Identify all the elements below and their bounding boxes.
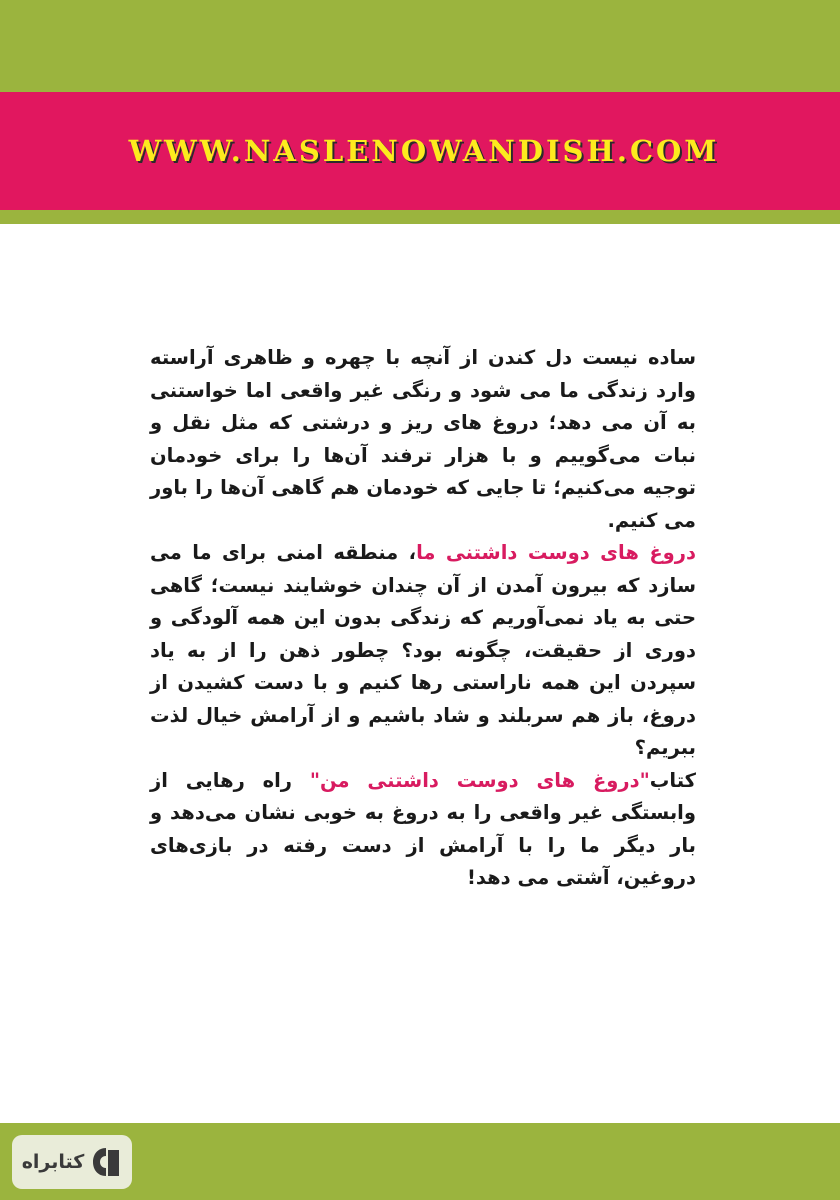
header-banner — [0, 92, 840, 210]
book-title: "دروغ های دوست داشتنی من" — [309, 768, 650, 792]
book-prefix: کتاب — [649, 768, 696, 792]
paragraph-text: راه رهایی از وابستگی غیر واقعی را به دروغ به خوبی نشان می‌دهد و بار دیگر ما را با آرامش از دست رفته در بازی‌های دروغین، آشتی می دهد! — [150, 768, 696, 889]
site-url[interactable]: WWW.NASLENOWANDISH.COM — [128, 134, 720, 168]
paragraph-comfort-zone — [150, 537, 696, 765]
paragraph-text: ، منطقه امنی برای ما می سازد که بیرون آمدن از آن چندان خوشایند نیست؛ گاهی حتی به یاد نمی‌آوریم که زندگی بدون این همه آلودگی و دوری از حقیقت، چگونه بود؟ چطور ذهن را از به یاد سپردن این همه ناراستی رها کنیم و با دست کشیدن از دروغ، باز هم سربلند و شاد باشیم و از آرامش خیال لذت ببریم؟ — [150, 541, 696, 759]
ketabrah-logo[interactable] — [12, 1135, 132, 1189]
logo-text: کتابراه — [21, 1151, 85, 1173]
paragraph-intro: ساده نیست دل کندن از آنچه با چهره و ظاهری آراسته وارد زندگی ما می شود و رنگی غیر واقعی اما خواستنی به آن می دهد؛ دروغ های ریز و درشتی که مثل نقل و نبات می‌گوییم و با هزار ترفند آن‌ها را برای خودمان توجیه می‌کنیم؛ تا جایی که خودمان هم گاهی آن‌ها را باور می کنیم. — [150, 346, 696, 532]
description-text — [150, 342, 696, 895]
paragraph-book — [150, 765, 696, 895]
bottom-green-band — [0, 1123, 840, 1200]
highlight-title: دروغ های دوست داشتنی ما — [416, 541, 696, 564]
ketabrah-logo-icon — [90, 1146, 122, 1178]
